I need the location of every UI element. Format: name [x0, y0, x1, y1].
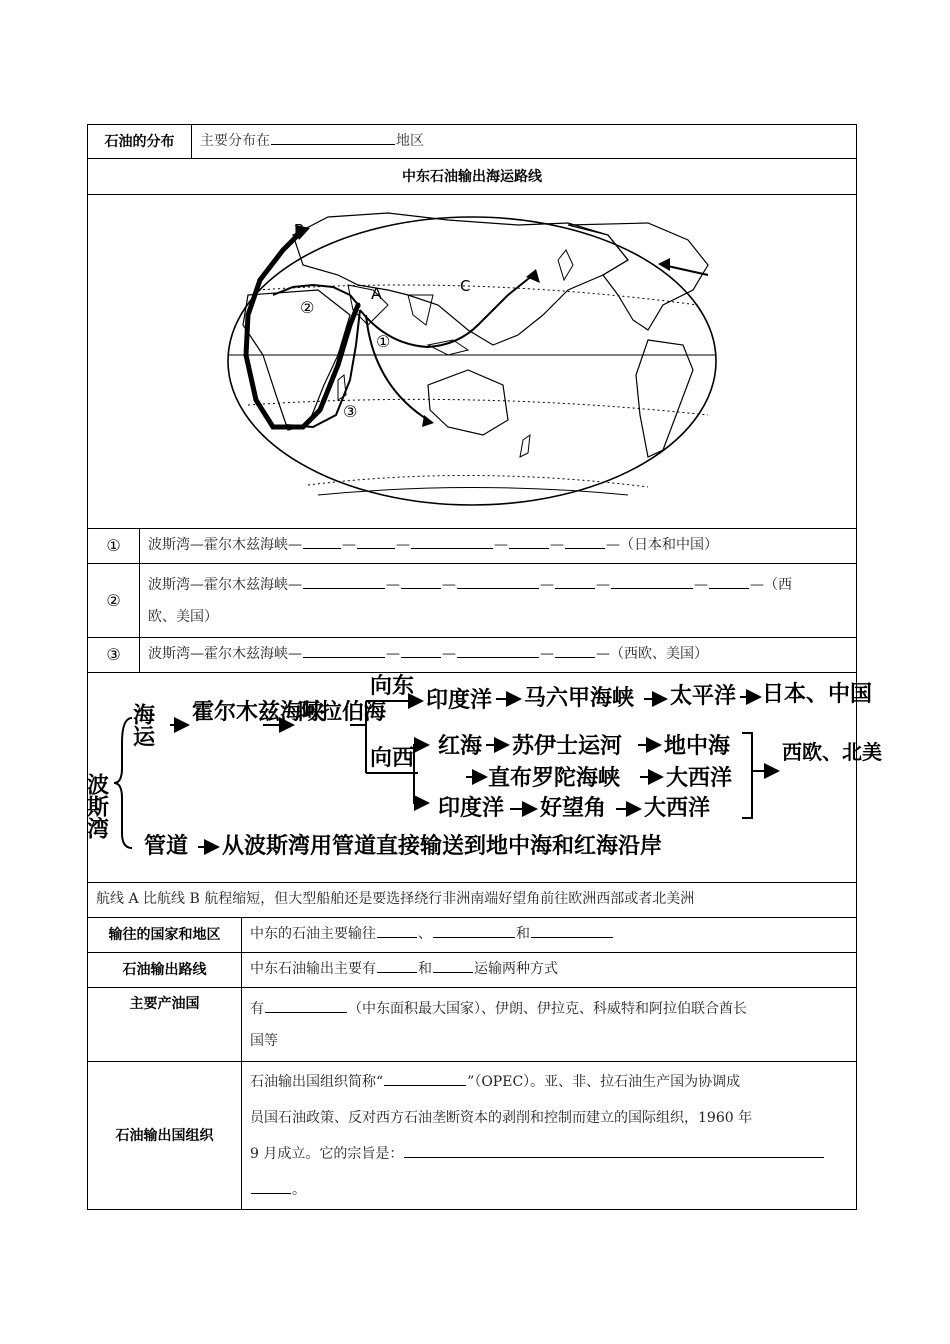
map-mark-1: ① [376, 332, 391, 351]
map-label-b: B [294, 221, 305, 239]
flow-south-3: 大西洋 [644, 796, 711, 821]
flow-bosi: 波斯湾 [83, 773, 109, 839]
route-marker-3: ③ [106, 645, 121, 664]
opec-label: 石油输出国组织 [115, 1127, 214, 1144]
route-row-2 [87, 564, 857, 638]
flow-south-2: 好望角 [540, 796, 607, 821]
route-marker-2: ② [106, 590, 121, 610]
blank-distribution[interactable] [271, 130, 395, 145]
producers-label: 主要产油国 [129, 996, 200, 1012]
distribution-content [192, 125, 856, 158]
flow-west-1: 红海 [438, 734, 483, 759]
distribution-label: 石油的分布 [104, 133, 175, 150]
map-label-c: C [460, 277, 471, 295]
export-route-row [87, 953, 857, 988]
flow-east-1: 印度洋 [426, 688, 493, 713]
worksheet-table [83, 124, 882, 1210]
flow-diagram-row [83, 673, 882, 883]
note-row [87, 883, 857, 918]
flow-west-4: 直布罗陀海峡 [488, 766, 621, 791]
flow-xiangdong: 向东 [370, 674, 415, 699]
map-mark-2: ② [300, 298, 315, 317]
map-label-a: A [371, 284, 382, 303]
flow-pipe-text: 从波斯湾用管道直接输送到地中海和红海沿岸 [222, 834, 663, 859]
route-marker-1: ① [106, 536, 121, 555]
flow-huoer-1: 霍尔木兹海峡 [192, 700, 325, 725]
flow-alabo: 阿拉伯海 [298, 700, 387, 725]
note-text: 航线 A 比航线 B 航程缩短，但大型船舶还是要选择绕行非洲南端好望角前往欧洲西部或者北美洲 [96, 891, 695, 907]
flow-east-2: 马六甲海峡 [524, 686, 635, 711]
producers-content: 有 （中东面积最大国家）、伊朗、伊拉克、科威特和阿拉伯联合酋长 国等 [242, 988, 856, 1061]
map-mark-3: ③ [343, 402, 358, 421]
route-text-3: 波斯湾—霍尔木兹海峡— — — — —（西欧、美国） [140, 638, 856, 672]
routes-title: 中东石油输出海运路线 [402, 168, 542, 185]
flow-south-1: 印度洋 [438, 796, 505, 821]
flow-xiangxi: 向西 [370, 746, 415, 771]
distribution-text-b: 地区 [396, 133, 424, 149]
route-row-3 [87, 638, 857, 673]
route-row-1 [87, 529, 857, 564]
route-text-1: 波斯湾—霍尔木兹海峡— — — — — —（日本和中国） [140, 529, 856, 563]
route-text-2: 波斯湾—霍尔木兹海峡— — — — — — —（西 欧、美国） [140, 564, 856, 637]
producers-row [87, 988, 857, 1062]
distribution-text-a: 主要分布在 [200, 133, 270, 149]
flow-west-3: 地中海 [664, 734, 731, 759]
export-dest-row [87, 918, 857, 953]
flow-east-4: 日本、中国 [762, 682, 873, 707]
export-route-diagram [83, 673, 882, 882]
world-map-figure [88, 195, 856, 528]
export-route-label: 石油输出路线 [122, 962, 207, 978]
flow-haiyun: 海运 [129, 703, 155, 747]
export-dest-content: 中东的石油主要输往 、 和 [242, 918, 856, 952]
export-route-content: 中东石油输出主要有 和 运输两种方式 [242, 953, 856, 987]
opec-content: 石油输出国组织简称“ ”（OPEC）。亚、非、拉石油生产国为协调成 员国石油政策、反对西方石油垄断资本的剥削和控制而建立的国际组织，1960 年 9 月成立。它的宗旨是： 。 [242, 1062, 856, 1209]
routes-title-row [87, 159, 857, 195]
flow-pipe: 管道 [144, 834, 189, 859]
flow-west-5: 大西洋 [666, 766, 733, 791]
map-row [87, 195, 857, 529]
flow-west-2: 苏伊士运河 [512, 734, 623, 759]
distribution-row [87, 124, 857, 159]
flow-dest: 西欧、北美 [782, 740, 882, 764]
opec-row [87, 1062, 857, 1210]
flow-east-3: 太平洋 [670, 684, 737, 709]
export-dest-label: 输往的国家和地区 [108, 927, 221, 943]
